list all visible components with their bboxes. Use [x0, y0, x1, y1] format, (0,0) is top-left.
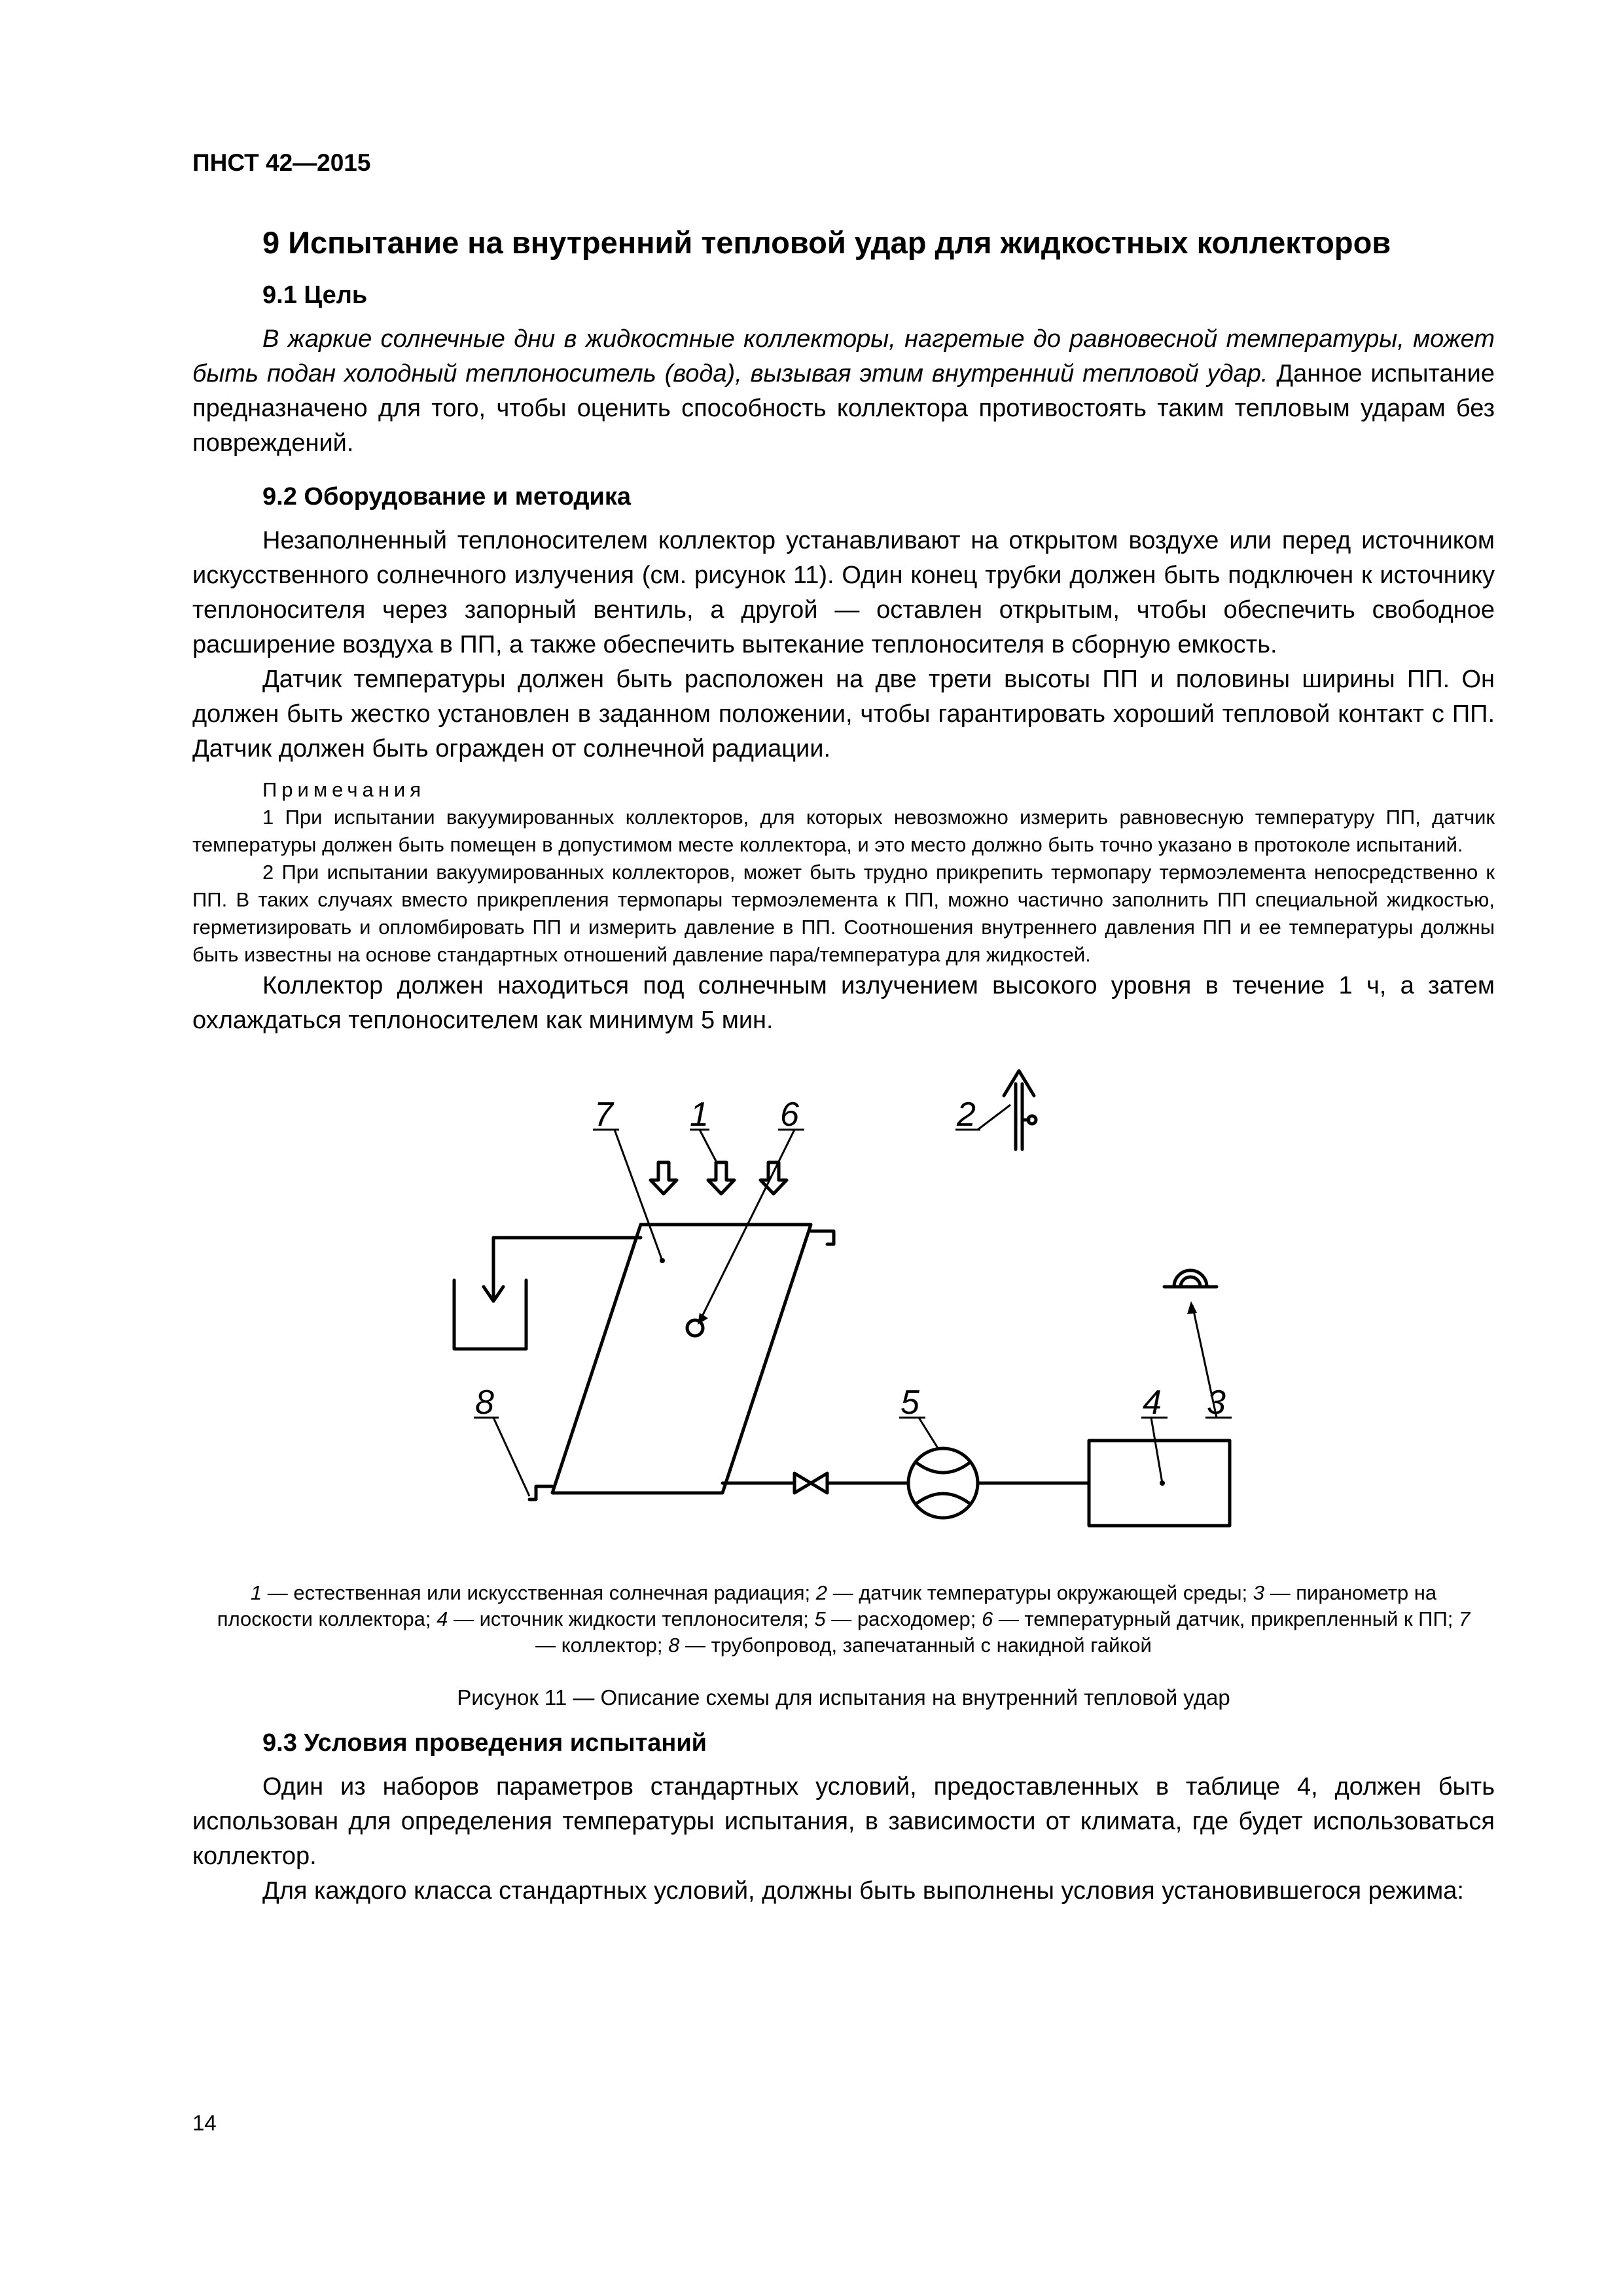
key-num: 8 [668, 1634, 680, 1657]
key-num: 4 [437, 1607, 448, 1630]
notes-block [192, 776, 1495, 969]
subsection-9-1-title: 9.1 Цель [262, 281, 368, 309]
note-1: 1 При испытании вакуумированных коллекторов, для которых невозможно измерить равновесную температуру ПП, датчик температуры должен быть помещен в допустимом месте коллектора, и это место должно быть точно указано в протоколе испытаний. [192, 806, 1495, 856]
key-text: — источник жидкости теплоносителя; [448, 1607, 815, 1630]
radiation-arrow-a [651, 1162, 677, 1194]
key-text: — датчик температуры окружающей среды; [827, 1581, 1253, 1604]
page-content [192, 223, 1495, 1909]
point-7 [660, 1258, 665, 1263]
key-num: 5 [814, 1607, 826, 1630]
subsection-9-3-title: 9.3 Условия проведения испытаний [262, 1729, 707, 1757]
arrow-head-3 [1187, 1301, 1197, 1314]
label-1: 1 [690, 1096, 709, 1134]
key-text: — коллектор; [535, 1634, 669, 1657]
subsection-9-2-title: 9.2 Оборудование и методика [262, 483, 631, 511]
notes-title: Примечания [262, 778, 425, 801]
key-text: — трубопровод, запечатанный с накидной гайкой [679, 1634, 1152, 1657]
pipeline-sealed-8 [529, 1486, 552, 1499]
leader-line-1 [700, 1130, 716, 1161]
figure-11-title: Рисунок 11 — Описание схемы для испытания на внутренний тепловой удар [457, 1685, 1230, 1710]
paragraph-9-3-1: Один из наборов параметров стандартных условий, предоставленных в таблице 4, должен быть использован для определения температуры испытания, в зависимости от климата, где будет использоваться коллектор. [192, 1773, 1495, 1870]
leader-line-5 [919, 1418, 938, 1449]
section-title: 9 Испытание на внутренний тепловой удар для жидкостных коллекторов [262, 225, 1391, 260]
leader-line-4 [1151, 1418, 1162, 1483]
paragraph-9-2-1: Незаполненный теплоносителем коллектор устанавливают на открытом воздухе или перед источником искусственного солнечного излучения (см. рисунок 11). Один конец трубки должен быть подключен к источнику теплоносителя через запорный вентиль, а другой — оставлен открытым, чтобы обеспечить свободное расширение воздуха в ПП, а также обеспечить вытекание теплоносителя в сборную емкость. [192, 527, 1495, 658]
paragraph-9-1 [192, 322, 1495, 461]
label-2: 2 [957, 1096, 976, 1134]
key-num: 3 [1253, 1581, 1265, 1604]
fluid-source-4 [1089, 1441, 1230, 1526]
figure-11-svg [192, 1064, 1495, 1575]
top-right-stub [811, 1231, 834, 1244]
leader-line-2 [978, 1105, 1010, 1130]
paragraph-9-1-rest: Данное испытание предназначено для того, чтобы оценить способность коллектора противостоять таким тепловым ударам без повреждений. [192, 360, 1495, 457]
label-8: 8 [475, 1384, 494, 1422]
key-text: — естественная или искусственная солнечная радиация; [262, 1581, 816, 1604]
key-num: 1 [250, 1581, 262, 1604]
leader-line-8 [493, 1418, 529, 1496]
figure-11-diagram [192, 1064, 1495, 1575]
paragraph-9-2-2: Датчик температуры должен быть расположен на две трети высоты ПП и половины ширины ПП. Он должен быть жестко установлен в заданном положении, чтобы гарантировать хороший тепловой контакт с ПП. Датчик должен быть огражден от солнечной радиации. [192, 666, 1495, 762]
flowmeter-curve-top [918, 1463, 969, 1473]
note-2: 2 При испытании вакуумированных коллекторов, может быть трудно прикрепить термопару термоэлемента непосредственно к ПП. В таких случаях вместо прикрепления термопары термоэлемента к ПП, можно частично заполнить ПП специальной жидкостью, герметизировать и опломбировать ПП и измерить давление в ПП. Соотношения внутреннего давления ПП и ее температуры должны быть известны на основе стандартных отношений давление пара/температура для жидкостей. [192, 861, 1495, 966]
collecting-vessel [454, 1280, 526, 1349]
key-num: 7 [1458, 1607, 1471, 1630]
shutoff-valve [794, 1473, 827, 1493]
page-number: 14 [192, 2111, 217, 2135]
label-6: 6 [780, 1096, 799, 1134]
point-4 [1160, 1480, 1165, 1486]
figure-11-key [192, 1580, 1495, 1659]
flowmeter-5 [908, 1448, 978, 1518]
leader-line-7 [615, 1130, 662, 1261]
collector-panel [552, 1225, 811, 1493]
key-text: — расходомер; [825, 1607, 982, 1630]
key-text: — пиранометр на плоскости коллектора; [217, 1581, 1437, 1630]
key-text: — температурный датчик, прикрепленный к ПП; [993, 1607, 1459, 1630]
flowmeter-curve-bottom [918, 1494, 969, 1503]
radiation-arrow-b [708, 1162, 734, 1194]
ambient-sensor-arrowhead [1004, 1071, 1034, 1096]
document-code: ПНСТ 42—2015 [192, 149, 371, 176]
paragraph-9-2-3: Коллектор должен находиться под солнечным излучением высокого уровня в течение 1 ч, а затем охлаждаться теплоносителем как минимум 5 мин. [192, 972, 1495, 1034]
ambient-sensor-bulb [1028, 1116, 1036, 1124]
label-3: 3 [1207, 1384, 1226, 1422]
key-num: 6 [981, 1607, 993, 1630]
label-4: 4 [1143, 1384, 1162, 1422]
label-5: 5 [901, 1384, 919, 1422]
paragraph-9-1-italic: В жаркие солнечные дни в жидкостные коллекторы, нагретые до равновесной температуры, может быть подан холодный теплоноситель (вода), вызывая этим внутренний тепловой удар. [192, 325, 1495, 387]
key-num: 2 [815, 1581, 827, 1604]
label-7: 7 [594, 1096, 613, 1134]
paragraph-9-3-2: Для каждого класса стандартных условий, должны быть выполнены условия установившегося режима: [262, 1877, 1464, 1905]
